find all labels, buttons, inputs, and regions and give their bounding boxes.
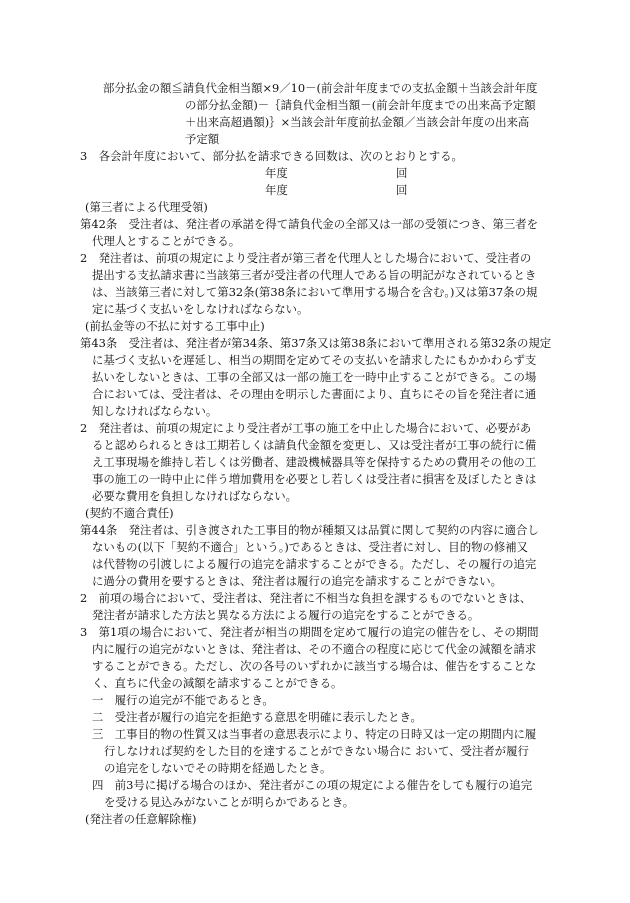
article-44-text: は代替物の引渡しによる履行の追完を請求することができる。ただし、その履行の追完 bbox=[92, 557, 537, 571]
article-44-para-3: く、直ちに代金の減額を請求することができる。 bbox=[92, 676, 343, 690]
article-44-para-2: 2 前項の場合において、受注者は、発注者に不相当な負担を課するものでないときは、 bbox=[80, 591, 532, 605]
formula-line-3: ＋出来高超過額)｝×当該会計年度前払金額／当該会計年度の出来高 bbox=[185, 115, 530, 129]
article-42-para-2: は、当該第三者に対して第32条(第38条において準用する場合を含む。)又は第37条の規 bbox=[92, 285, 538, 299]
article-43-text: 第43条 受注者は、発注者が第34条、第37条又は第38条において準用される第32条の規定 bbox=[80, 336, 552, 350]
article-43-text: 知しなければならない。 bbox=[92, 404, 218, 418]
article-43-para-2: え工事現場を維持し若しくは労働者、建設機械器具等を保持するための費用その他の工 bbox=[92, 455, 537, 469]
article-44-text: ないもの(以下「契約不適合」という。)であるときは、受注者に対し、目的物の修補又 bbox=[92, 540, 529, 554]
installment-year-2: 年度 bbox=[265, 183, 288, 197]
clause-3: 3 各会計年度において、部分払を請求できる回数は、次のとおりとする。 bbox=[80, 149, 463, 163]
article-43-text: 払いをしないときは、工事の全部又は一部の施工を一時中止することができる。この場 bbox=[92, 370, 537, 384]
article-42-para-2: 2 発注者は、前項の規定により受注者が第三者を代理人とした場合において、受注者の bbox=[80, 251, 532, 265]
article-44-item-4: 四 前3号に掲げる場合のほか、発注者がこの項の規定による催告をしても履行の追完 bbox=[92, 778, 533, 792]
article-44-item-3: 三 工事目的物の性質又は当事者の意思表示により、特定の日時又は一定の期間内に履 bbox=[92, 727, 537, 741]
article-44-para-3: 内に履行の追完がないときは、発注者は、その不適合の程度に応じて代金の減額を請求 bbox=[92, 642, 537, 656]
article-43-text: 合においては、受注者は、その理由を明示した書面により、直ちにその旨を発注者に通 bbox=[92, 387, 537, 401]
article-44-text: 第44条 発注者は、引き渡された工事目的物が種類又は品質に関して契約の内容に適合し bbox=[80, 523, 539, 537]
article-42-para-2: 提出する支払請求書に当該第三者が受注者の代理人である旨の明記がなされているとき bbox=[92, 268, 537, 282]
article-44-item-3: 行しなければ契約をした目的を達することができない場合に おいて、受注者が履行 bbox=[104, 744, 529, 758]
installment-year-1: 年度 bbox=[265, 166, 288, 180]
article-42-para-2: 定に基づく支払いをしなければならない。 bbox=[92, 302, 309, 316]
article-43-para-2: ると認められるときは工期若しくは請負代金額を変更し、又は受注者が工事の続行に備 bbox=[92, 438, 537, 452]
formula-line-4: 予定額 bbox=[185, 132, 220, 146]
article-44-para-2: 発注者が請求した方法と異なる方法による履行の追完をすることができる。 bbox=[92, 608, 480, 622]
article-45-heading: (発注者の任意解除権) bbox=[85, 812, 197, 826]
article-44-item-4: を受ける見込みがないことが明らかであるとき。 bbox=[104, 795, 355, 809]
article-43-para-2: 2 発注者は、前項の規定により受注者が工事の施工を中止した場合において、必要があ bbox=[80, 421, 532, 435]
article-42-text: 第42条 受注者は、発注者の承諾を得て請負代金の全部又は一部の受領につき、第三者を bbox=[80, 217, 539, 231]
article-44-para-3: することができる。ただし、次の各号のいずれかに該当する場合は、催告をすることな bbox=[92, 659, 537, 673]
article-43-text: に基づく支払いを遅延し、相当の期間を定めてその支払いを請求したにもかかわらず支 bbox=[92, 353, 537, 367]
article-43-para-2: 必要な費用を負担しなければならない。 bbox=[92, 489, 298, 503]
article-42-text: 代理人とすることができる。 bbox=[92, 234, 241, 248]
installment-count-1: 回 bbox=[396, 166, 408, 180]
article-43-para-2: 事の施工の一時中止に伴う増加費用を必要とし若しくは受注者に損害を及ぼしたときは bbox=[92, 472, 537, 486]
article-42-heading: (第三者による代理受領) bbox=[85, 200, 208, 214]
article-44-item-3: の追完をしないでその時期を経過したとき。 bbox=[104, 761, 332, 775]
article-44-para-3: 3 第1項の場合において、発注者が相当の期間を定めて履行の追完の催告をし、その期間 bbox=[80, 625, 539, 639]
article-44-heading: (契約不適合責任) bbox=[85, 506, 174, 520]
article-43-heading: (前払金等の不払に対する工事中止) bbox=[85, 319, 265, 333]
article-44-item-1: 一 履行の追完が不能であるとき。 bbox=[92, 693, 274, 707]
formula-line-1: 部分払金の額≦請負代金相当額×9／10－(前会計年度までの支払金額＋当該会計年度 bbox=[103, 81, 538, 95]
formula-line-2: の部分払金額)－｛請負代金相当額－(前会計年度までの出来高予定額 bbox=[185, 98, 536, 112]
installment-count-2: 回 bbox=[396, 183, 408, 197]
article-44-text: に過分の費用を要するときは、発注者は履行の追完を請求することができない。 bbox=[92, 574, 503, 588]
article-44-item-2: 二 受注者が履行の追完を拒絶する意思を明確に表示したとき。 bbox=[92, 710, 422, 724]
